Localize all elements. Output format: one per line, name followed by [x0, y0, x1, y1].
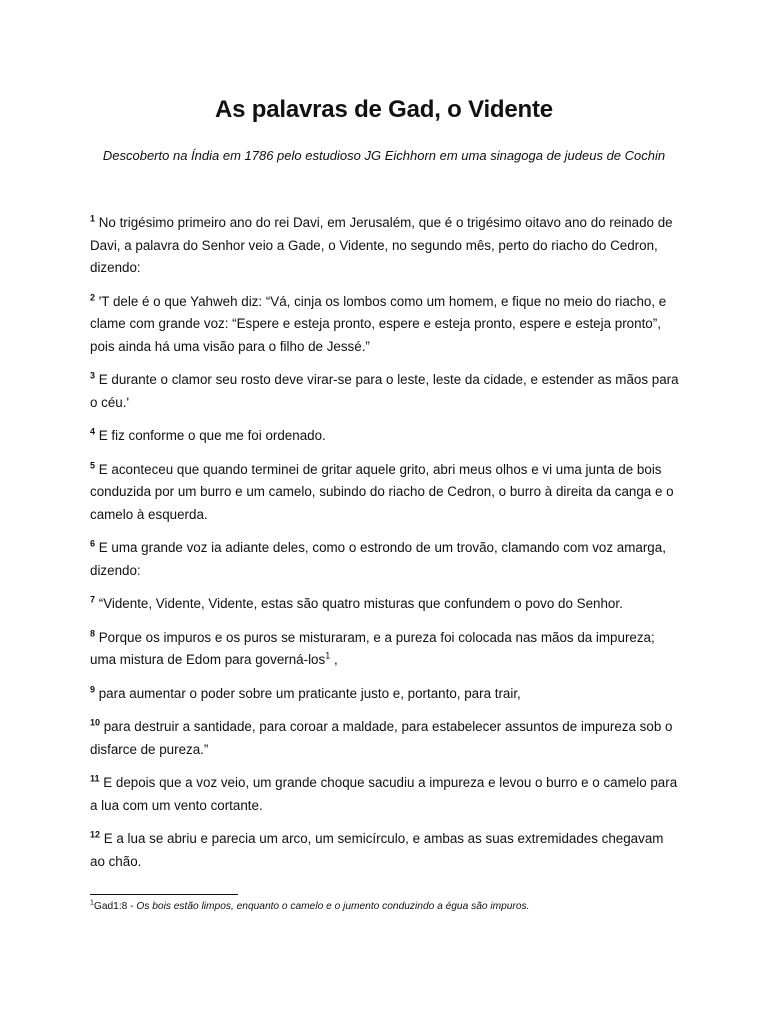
- verse-10: [90, 716, 680, 761]
- verse-9: [90, 683, 680, 706]
- verse-8: [90, 627, 680, 672]
- verse-6: [90, 537, 680, 582]
- verse-text: E uma grande voz ia adiante deles, como o estrondo de um trovão, clamando com voz amarga, dizendo:: [90, 540, 666, 578]
- page-title: As palavras de Gad, o Vidente: [215, 96, 553, 123]
- verse-number: 5: [90, 460, 96, 471]
- verse-number: 6: [90, 538, 96, 549]
- verse-1: [90, 212, 680, 280]
- footnote-reference[interactable]: 1: [325, 650, 331, 661]
- verse-number: 1: [90, 213, 96, 224]
- verse-number: 2: [90, 292, 96, 303]
- verse-2: [90, 291, 680, 359]
- verse-number: 4: [90, 426, 96, 437]
- verse-12: [90, 828, 680, 873]
- verses-body: [90, 212, 680, 884]
- verse-text: para destruir a santidade, para coroar a maldade, para estabelecer assuntos de impureza sob o disfarce de pureza.”: [90, 719, 673, 757]
- footnote-ref: Gad1:8 -: [93, 901, 137, 912]
- footnote-number: 1: [90, 899, 94, 907]
- verse-text-trailing: ,: [330, 652, 338, 667]
- verse-11: [90, 772, 680, 817]
- verse-number: 10: [90, 717, 101, 728]
- verse-text: para aumentar o poder sobre um praticante justo e, portanto, para trair,: [95, 685, 521, 701]
- page-subtitle: Descoberto na Índia em 1786 pelo estudioso JG Eichhorn em uma sinagoga de judeus de Cochin: [102, 148, 666, 163]
- verse-number: 9: [90, 684, 96, 695]
- verse-7: [90, 593, 680, 616]
- footnote-text: Os bois estão limpos, enquanto o camelo e o jumento conduzindo a égua são impuros.: [136, 901, 530, 912]
- verse-number: 11: [90, 773, 100, 784]
- verse-4: [90, 425, 680, 448]
- verse-text: E fiz conforme o que me foi ordenado.: [95, 428, 326, 443]
- verse-number: 8: [90, 628, 96, 639]
- verse-text: E a lua se abriu e parecia um arco, um semicírculo, e ambas as suas extremidades chegavam ao chão.: [90, 831, 664, 869]
- verse-3: [90, 369, 680, 414]
- verse-number: 3: [90, 370, 96, 381]
- footnote-divider: [90, 894, 238, 895]
- verse-text: No trigésimo primeiro ano do rei Davi, em Jerusalém, que é o trigésimo oitavo ano do reinado de Davi, a palavra do Senhor veio a Gade, o Vidente, no segundo mês, perto do riacho do Cedron, dizendo:: [90, 215, 673, 275]
- verse-text: E durante o clamor seu rosto deve virar-se para o leste, leste da cidade, e estender as mãos para o céu.': [90, 372, 679, 410]
- footnote: [90, 900, 690, 914]
- verse-text: Porque os impuros e os puros se misturaram, e a pureza foi colocada nas mãos da impureza; uma mistura de Edom para governá-los: [90, 629, 655, 667]
- verse-text: E depois que a voz veio, um grande choque sacudiu a impureza e levou o burro e o camelo para a lua com um vento cortante.: [90, 775, 678, 813]
- verse-5: [90, 459, 680, 527]
- verse-number: 12: [90, 829, 101, 840]
- verse-text: “Vidente, Vidente, Vidente, estas são quatro misturas que confundem o povo do Senhor.: [95, 596, 623, 611]
- verse-text: E aconteceu que quando terminei de gritar aquele grito, abri meus olhos e vi uma junta de bois conduzida por um burro e um camelo, subindo do riacho de Cedron, o burro à direita da canga e o camelo à esquerda.: [90, 461, 674, 522]
- verse-text: 'T dele é o que Yahweh diz: “Vá, cinja os lombos como um homem, e fique no meio do riacho, e clame com grande voz: “Espere e esteja pronto, espere e esteja pronto, espere e esteja pronto”, pois ainda há uma visão para o filho de Jessé.”: [90, 293, 667, 354]
- verse-number: 7: [90, 594, 96, 605]
